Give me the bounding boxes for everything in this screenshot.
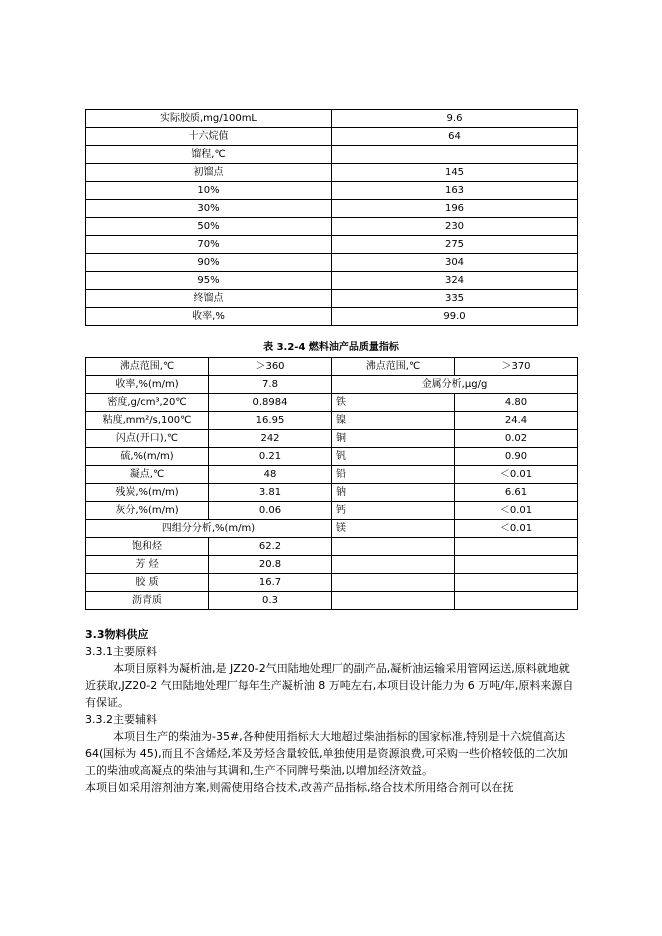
table-cell: 48: [209, 466, 332, 484]
table-cell: 十六烷值: [86, 128, 332, 146]
table-cell: 62.2: [209, 538, 332, 556]
table-cell: 196: [332, 200, 578, 218]
table-cell: 4.80: [455, 394, 578, 412]
table-row: [86, 128, 578, 146]
table-cell: 16.95: [209, 412, 332, 430]
table-cell: ＜0.01: [455, 502, 578, 520]
table-row: [86, 182, 578, 200]
table-row: [86, 308, 578, 326]
subsection-heading: 3.3.1主要原料: [85, 645, 157, 658]
table-cell: 铁: [332, 394, 455, 412]
table-cell: 10%: [86, 182, 332, 200]
table-cell: 终馏点: [86, 290, 332, 308]
table-row: [86, 254, 578, 272]
table-cell: 钒: [332, 448, 455, 466]
table-cell: 残炭,%(m/m): [86, 484, 209, 502]
empty-cell: [332, 538, 455, 556]
paragraph: 本项目如采用溶剂油方案,则需使用络合技术,改善产品指标,络合技术所用络合剂可以在抚: [85, 781, 514, 794]
empty-cell: [332, 556, 455, 574]
empty-cell: [455, 556, 578, 574]
table-cell: 金属分析,μg/g: [332, 376, 578, 394]
table-cell: 230: [332, 218, 578, 236]
table-cell: 芳 烃: [86, 556, 209, 574]
table-cell: 70%: [86, 236, 332, 254]
table-cell: 275: [332, 236, 578, 254]
table-row: [86, 538, 578, 556]
table-row: [86, 218, 578, 236]
table-cell: 24.4: [455, 412, 578, 430]
table-row: [86, 146, 578, 164]
table-cell: 163: [332, 182, 578, 200]
table-row: [86, 448, 578, 466]
table-row: [86, 290, 578, 308]
table-cell: 钠: [332, 484, 455, 502]
table-row: [86, 412, 578, 430]
table-cell: 沸点范围,℃: [86, 358, 209, 376]
table-cell: 304: [332, 254, 578, 272]
table-row: [86, 376, 578, 394]
table-cell: 64: [332, 128, 578, 146]
table-cell: 凝点,℃: [86, 466, 209, 484]
subsection-heading: 3.3.2主要辅料: [85, 713, 157, 726]
paragraph: 本项目原料为凝析油,是 JZ20-2气田陆地处理厂的副产品,凝析油运输采用管网运送,原料就地就近获取,JZ20-2 气田陆地处理厂每年生产凝析油 8 万吨左右,本项目设计能力为 6 万吨/年,原料来源自有保证。: [85, 662, 574, 709]
table-cell: 粘度,mm²/s,100℃: [86, 412, 209, 430]
table-row: [86, 520, 578, 538]
table-cell: 馏程,℃: [86, 146, 332, 164]
table-cell: 实际胶质,mg/100mL: [86, 110, 332, 128]
table-cell: 324: [332, 272, 578, 290]
table-cell: 30%: [86, 200, 332, 218]
table-cell: 密度,g/cm³,20℃: [86, 394, 209, 412]
table-row: [86, 592, 578, 610]
table-cell: 镍: [332, 412, 455, 430]
table-cell: 灰分,%(m/m): [86, 502, 209, 520]
table-row: [86, 484, 578, 502]
table-cell: ＞360: [209, 358, 332, 376]
table-cell: 90%: [86, 254, 332, 272]
table-cell: 0.21: [209, 448, 332, 466]
empty-cell: [332, 592, 455, 610]
table-cell: 50%: [86, 218, 332, 236]
table-cell: 胶 质: [86, 574, 209, 592]
table-row: [86, 556, 578, 574]
table-caption: 表 3.2-4 燃料油产品质量指标: [263, 342, 399, 353]
table-cell: 初馏点: [86, 164, 332, 182]
table-row: [86, 200, 578, 218]
table-row: [86, 236, 578, 254]
table-row: [86, 502, 578, 520]
table-cell: 16.7: [209, 574, 332, 592]
empty-cell: [455, 574, 578, 592]
table-row: [86, 430, 578, 448]
paragraph: 本项目生产的柴油为-35#,各种使用指标大大地超过柴油指标的国家标准,特别是十六烷值高达 64(国标为 45),而且不含烯烃,苯及芳烃含量较低,单独使用是资源浪费,可采购一些价格较低的二次加工的柴油或高凝点的柴油与其调和,生产不同牌号柴油,以增加经济效益。: [85, 730, 569, 777]
table-cell: 99.0: [332, 308, 578, 326]
table-row: [86, 466, 578, 484]
table-cell: ＜0.01: [455, 520, 578, 538]
distillation-table: [85, 109, 578, 326]
table-cell: 镁: [332, 520, 455, 538]
empty-cell: [332, 574, 455, 592]
table-row: [86, 110, 578, 128]
table-cell: 沸点范围,℃: [332, 358, 455, 376]
table-cell: 242: [209, 430, 332, 448]
table-cell: 145: [332, 164, 578, 182]
table-cell: ＜0.01: [455, 466, 578, 484]
table-cell: 钙: [332, 502, 455, 520]
table-cell: 95%: [86, 272, 332, 290]
table-row: [86, 164, 578, 182]
table-cell: 0.3: [209, 592, 332, 610]
table-cell: 6.61: [455, 484, 578, 502]
table-row: [86, 394, 578, 412]
table-cell: 20.8: [209, 556, 332, 574]
table-cell: 硫,%(m/m): [86, 448, 209, 466]
table-cell: 0.90: [455, 448, 578, 466]
table-cell: 铜: [332, 430, 455, 448]
table-cell: 铅: [332, 466, 455, 484]
table-cell: 0.8984: [209, 394, 332, 412]
table-cell: 0.06: [209, 502, 332, 520]
section-heading: 3.3物料供应: [85, 628, 149, 641]
table-cell: 收率,%(m/m): [86, 376, 209, 394]
table-cell: 7.8: [209, 376, 332, 394]
table-cell: ＞370: [455, 358, 578, 376]
table-cell: 3.81: [209, 484, 332, 502]
section-body: [85, 626, 577, 796]
empty-cell: [455, 538, 578, 556]
table-row: [86, 272, 578, 290]
table-cell: 闪点(开口),℃: [86, 430, 209, 448]
table-cell: 饱和烃: [86, 538, 209, 556]
table-cell: 9.6: [332, 110, 578, 128]
table-cell: [332, 146, 578, 164]
table-cell: 收率,%: [86, 308, 332, 326]
table-cell: 335: [332, 290, 578, 308]
empty-cell: [455, 592, 578, 610]
table-row: [86, 574, 578, 592]
table-cell: 0.02: [455, 430, 578, 448]
table-row: [86, 358, 578, 376]
fuel-oil-quality-table: [85, 357, 578, 610]
table-cell: 四组分分析,%(m/m): [86, 520, 332, 538]
table-cell: 沥青质: [86, 592, 209, 610]
